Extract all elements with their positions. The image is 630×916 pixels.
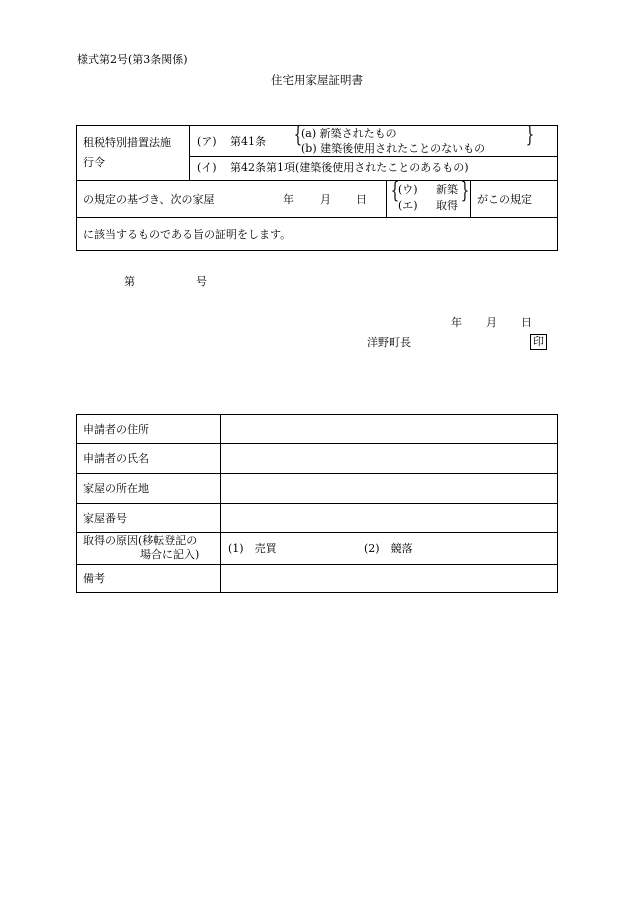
right-brace-icon: }: [460, 179, 470, 204]
page-title: 住宅用家屋証明書: [271, 73, 363, 87]
issue-number-suffix: 号: [196, 275, 207, 288]
left-brace-icon: {: [293, 123, 303, 148]
issue-number-prefix: 第: [124, 275, 135, 288]
form-number: 様式第2号(第3条関係): [77, 53, 188, 66]
label-house-location: 家屋の所在地: [83, 482, 149, 495]
reason-option-auction: (2) 競落: [364, 542, 413, 555]
label-acquisition-reason-line2: 場合に記入): [140, 548, 200, 561]
label-remarks: 備考: [83, 572, 105, 585]
seal-mark: 印: [530, 334, 547, 350]
law-name-line2: 行令: [83, 156, 105, 169]
left-brace-icon: {: [390, 179, 400, 204]
option-e-text: 取得: [436, 199, 458, 212]
option-a-label: (ア): [197, 135, 217, 148]
option-u-text: 新築: [436, 183, 458, 196]
date-month-label: 月: [320, 193, 331, 206]
certification-statement: に該当するものである旨の証明をします。: [83, 228, 292, 241]
label-acquisition-reason-line1: 取得の原因(移転登記の: [83, 534, 198, 547]
option-a-sub1: (a) 新築されたもの: [301, 127, 397, 140]
issue-day-label: 日: [521, 316, 532, 329]
label-applicant-name: 申請者の氏名: [83, 452, 149, 465]
law-name-line1: 租税特別措置法施: [83, 136, 171, 149]
label-house-number: 家屋番号: [83, 512, 127, 525]
option-e-label: (エ): [398, 199, 418, 212]
option-i-article: 第42条第1項(建築後使用されたことのあるもの): [230, 161, 469, 174]
option-i-label: (イ): [197, 161, 217, 174]
issuer-name: 洋野町長: [367, 336, 411, 349]
date-year-label: 年: [283, 193, 294, 206]
issue-year-label: 年: [451, 316, 462, 329]
option-u-label: (ウ): [398, 183, 418, 196]
suffix-text: がこの規定: [477, 193, 532, 206]
date-day-label: 日: [356, 193, 367, 206]
option-a-article: 第41条: [230, 135, 266, 148]
option-a-sub2: (b) 建築後使用されたことのないもの: [301, 142, 486, 155]
reason-option-sale: (1) 売買: [228, 542, 277, 555]
label-applicant-address: 申請者の住所: [83, 423, 149, 436]
right-brace-icon: }: [525, 123, 535, 148]
basis-text: の規定の基づき、次の家屋: [83, 193, 215, 206]
issue-month-label: 月: [486, 316, 497, 329]
